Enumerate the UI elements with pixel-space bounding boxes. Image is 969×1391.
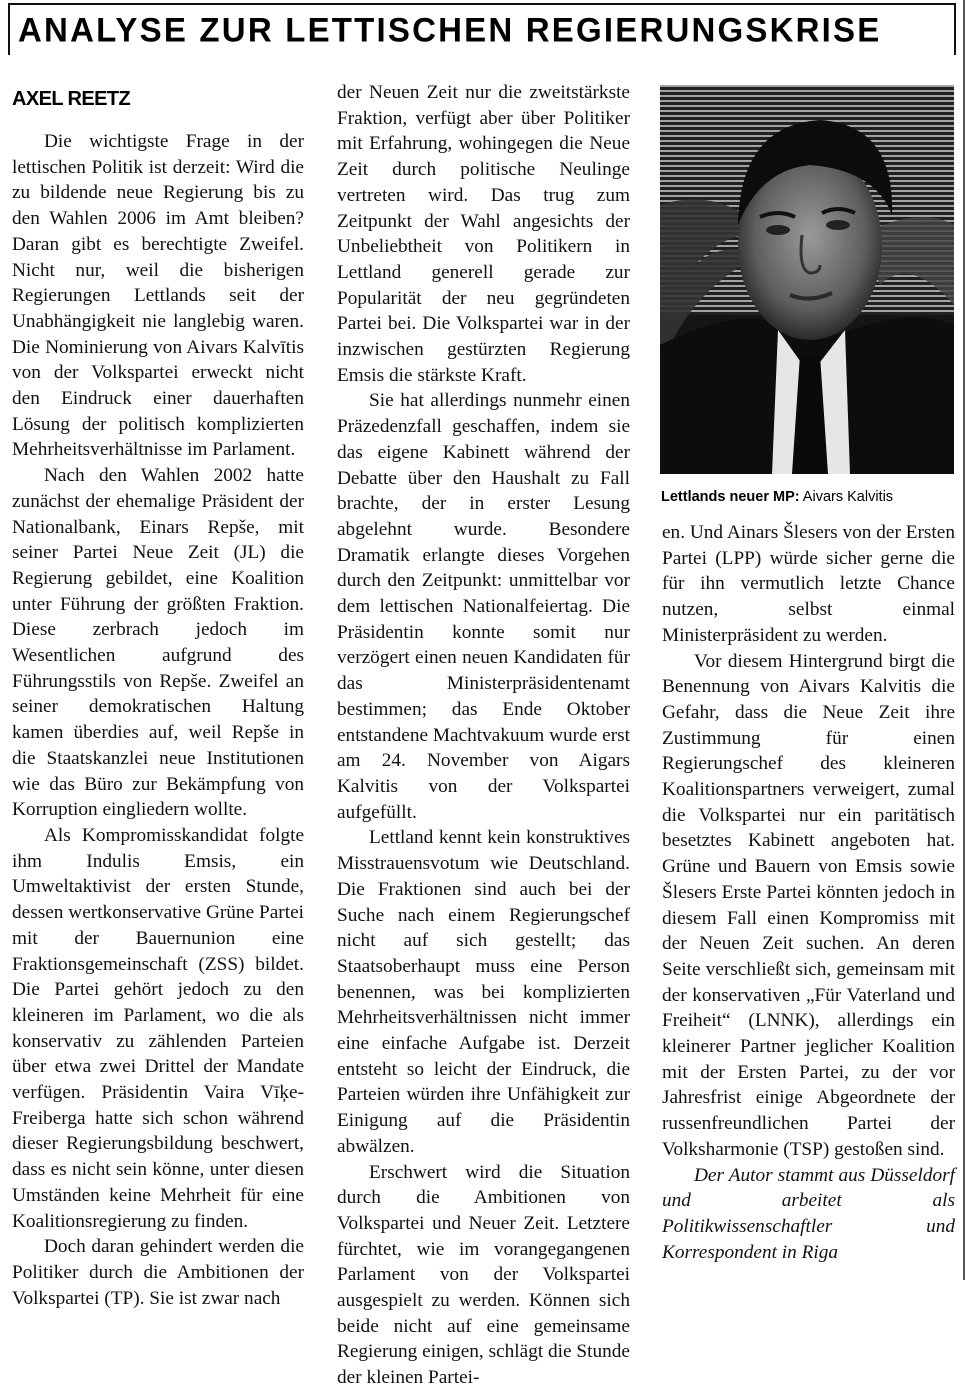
portrait-photo [660,85,954,474]
paragraph: Nach den Wahlen 2002 hatte zunächst der ehemalige Präsident der Nationalbank, Einars Repše, mit seiner Partei Neue Zeit (JL) die Regierung gebildet, eine Koalition unter Führung der größten Fraktion. Diese zerbrach jedoch im Wesentlichen aufgrund des Führungsstils von Repše. Zweifel an seiner demokratischen Haltung kamen überdies auf, weil Repše in die Staatskanzlei neue Institutionen wie das Büro zur Bekämpfung von Korruption eingliedern wollte. [12,465,304,821]
paragraph: en. Und Ainars Šlesers von der Ersten Partei (LPP) würde sicher gerne die für ihn vermutlich letzte Chance nutzen, selbst einmal Ministerpräsident zu werden. [662,522,955,646]
author-note: Der Autor stammt aus Düsseldorf und arbeitet als Politikwissenschaftler und Korrespondent in Riga [662,1164,955,1263]
author-byline: AXEL REETZ [12,88,131,110]
caption-label: Lettlands neuer MP: [661,489,800,505]
portrait-illustration [660,85,954,474]
article-column-1 [12,129,304,1311]
caption-name: Aivars Kalvitis [799,489,894,505]
paragraph: der Neuen Zeit nur die zweitstärkste Fraktion, verfügt aber über Politiker mit Erfahrung, wohingegen die Neue Zeit durch politische Neulinge vertreten wird. Das trug zum Zeitpunkt der Wahl angesichts der Unbeliebtheit von Politikern in Lettland generell gerade zur Popularität der neu gegründeten Partei bei. Die Volkspartei war in der inzwischen gestürzten Regierung Emsis die stärkste Kraft. [337,82,630,386]
headline: ANALYSE ZUR LETTISCHEN REGIERUNGSKRISE [18,10,882,49]
article-column-2 [337,80,630,1391]
paragraph: Doch daran gehindert werden die Politiker durch die Ambitionen der Volkspartei (TP). Sie ist zwar nach [12,1236,304,1309]
photo-caption [661,489,893,505]
paragraph: Als Kompromisskandidat folgte ihm Indulis Emsis, ein Umweltaktivist der ersten Stunde, dessen wertkonservative Grüne Partei mit der Bauernunion eine Fraktionsgemeinschaft (ZSS) bildet. Die Partei gehört jedoch zu den kleineren im Parlament, wo die als konservativ zu zählenden Parteien über etwa zwei Drittel der Mandate verfügen. Präsidentin Vaira Vīķe-Freiberga hatte sich schon während dieser Regierungsbildung beschwert, dass es nicht sein könne, unter diesen Umständen keine Mehrheit für eine Koalitionsregierung zu finden. [12,824,304,1232]
paragraph: Die wichtigste Frage in der lettischen Politik ist derzeit: Wird die zu bildende neue Regierung bis zu den Wahlen 2006 im Amt bleiben? Daran gibt es berechtigte Zweifel. Nicht nur, weil die bisherigen Regierungen Lettlands seit der Unabhängigkeit nie langlebig waren. Die Nominierung von Aivars Kalvītis von der Volkspartei erweckt nicht den Eindruck einer dauerhaften Lösung der politisch komplizierten Mehrheitsverhältnisse im Parlament. [12,131,304,461]
article-column-3 [662,520,955,1265]
paragraph: Lettland kennt kein konstruktives Misstrauensvotum wie Deutschland. Die Fraktionen sind auch bei der Suche nach einem Regierungschef nicht auf sich gestellt; das Staatsoberhaupt muss eine Person benennen, was bei komplizierten Mehrheitsverhältnissen nicht immer eine einfache Aufgabe ist. Derzeit entsteht so leicht der Eindruck, die Parteien würden ihre Unfähigkeit zur Einigung auf die Präsidentin abwälzen. [337,827,630,1157]
paragraph: Vor diesem Hintergrund birgt die Benennung von Aivars Kalvitis die Gefahr, dass die Neue Zeit ihre Zustimmung für einen Regierungschef des kleineren Koalitionspartners verweigert, zumal die Volkspartei nur ein paritätisch besetztes Kabinett angeboten hat. Grüne und Bauern von Emsis sowie Šlesers Erste Partei könnten jedoch in diesem Fall einen Kompromiss mit der Neuen Zeit suchen. An deren Seite verschließt sich, gemeinsam mit der konservativen „Für Vaterland und Freiheit“ (LNNK), allerdings ein kleinerer Partner jeglicher Koalition mit der Ersten Partei, zu der vor Jahresfrist einige Abgeordnete der russenfreundlichen Partei der Volksharmonie (TSP) gestoßen sind. [662,650,955,1160]
paragraph: Sie hat allerdings nunmehr einen Präzedenzfall geschaffen, indem sie das eigene Kabinett während der Debatte über den Haushalt zu Fall brachte, der in erster Lesung abgelehnt wurde. Besondere Dramatik erlangte dieses Vorgehen durch den Zeitpunkt: unmittelbar vor dem lettischen Nationalfeiertag. Die Präsidentin konnte somit nur verzögert einen neuen Kandidaten für das Ministerpräsidentenamt bestimmen; das Ende Oktober entstandene Machtvakuum wurde erst am 24. November von Aigars Kalvitis von der Volkspartei aufgefüllt. [337,390,630,823]
page-edge-divider [963,0,965,1280]
paragraph: Erschwert wird die Situation durch die Ambitionen von Volkspartei und Neuer Zeit. Letztere fürchtet, wie im vorangegangenen Parlament von der Volkspartei ausgespielt zu werden. Können sich beide nicht auf eine gemeinsame Regierung einigen, schlägt die Stunde der kleinen Partei- [337,1161,630,1389]
